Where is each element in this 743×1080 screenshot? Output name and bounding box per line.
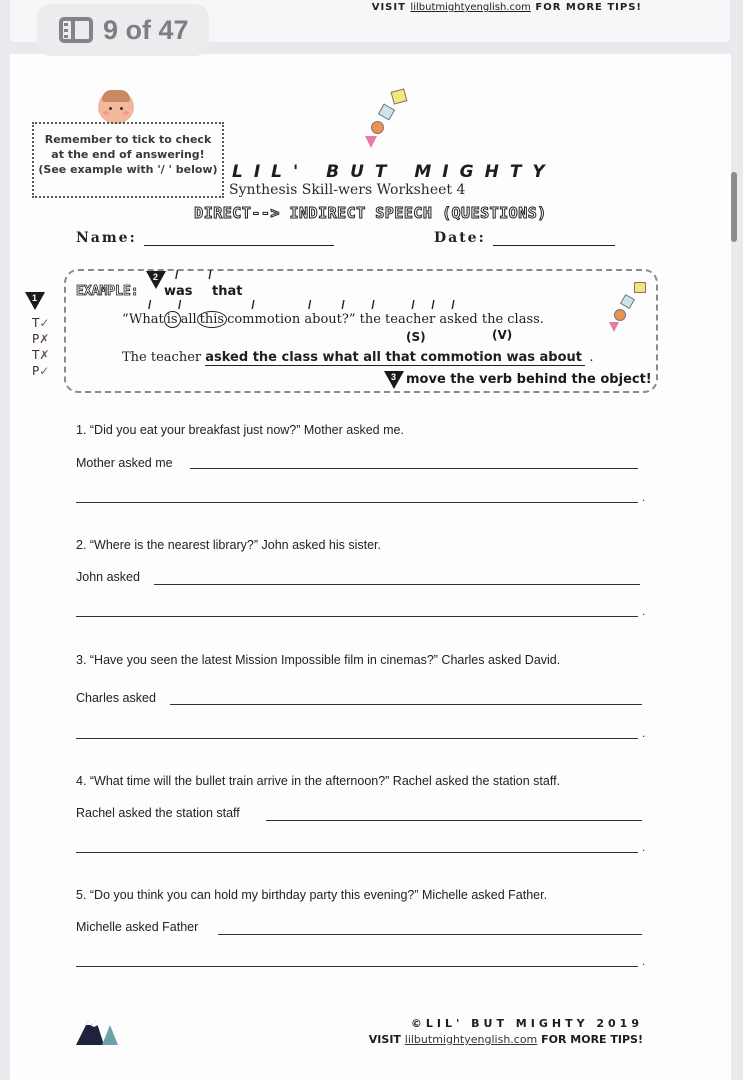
answer-line[interactable] [190, 468, 638, 469]
page-indicator[interactable] [37, 4, 209, 56]
worksheet-subtitle: Synthesis Skill-wers Worksheet 4 [229, 182, 466, 198]
tick-marks: / / / / / / / / / [148, 298, 455, 312]
name-field[interactable]: Name: [76, 230, 334, 246]
document-page: Remember to tick to check at the end of answering! (See example with '/ ' below) LIL' BUT MIGHTY Synthesis Skill-wers Worksheet 4 DIRECT--> INDIRECT SPEECH (QUESTIONS) Name: Date: 1 T✓ P✗ T✗ P✓ EXAMPLE: 2 was that / / / / / / / / / / / “What is all this commotion about?” the teacher asked the class. (S) (V) The teacher asked the class what all that commotion was about . 3 move the verb behind the object! 1. “Did you eat your breakfast just now?” Mother asked me. Mother asked me . 2. “Where is the nearest library?” John asked his sister. John asked . 3. “Have you seen the latest Mission Impossible film in cinemas?” Charles asked David. Charles asked . 4. “What time will the bullet train arrive in the afternoon?” Rachel asked the station staff. Rachel asked the station staff . 5. “Do you think you can hold my birthday party this evening?” Michelle asked Father. Michelle asked Father . ©LIL' BUT MIGHTY 2019 VISIT lilbutmightyenglish.com FOR MORE TIPS! [10, 54, 731, 1080]
child-face-icon [98, 90, 134, 124]
question-4: 4. “What time will the bullet train arrive in the afternoon?” Rachel asked the station staff. [76, 774, 561, 788]
question-2: 2. “Where is the nearest library?” John asked his sister. [76, 538, 381, 552]
example-answer: The teacher asked the class what all that commotion was about . [122, 350, 594, 365]
answer-line[interactable] [76, 852, 638, 853]
question-2-prefix: John asked [76, 570, 140, 584]
question-3: 3. “Have you seen the latest Mission Impossible film in cinemas?” Charles asked David. [76, 653, 561, 667]
answer-line[interactable] [76, 616, 638, 617]
verb-marker: (V) [492, 328, 513, 342]
example-direct-speech: “What is all this commotion about?” the teacher asked the class. [122, 312, 544, 327]
tick-marks: / / [175, 268, 212, 282]
checklist-item: T✗ [32, 348, 50, 362]
name-line[interactable] [144, 232, 334, 246]
step-3-marker-icon: 3 [384, 371, 404, 389]
step-1-marker-icon: 1 [25, 292, 45, 310]
question-5: 5. “Do you think you can hold my birthday party this evening?” Michelle asked Father. [76, 888, 548, 902]
scrollbar[interactable] [731, 172, 737, 242]
step-2-marker-icon: 2 [146, 271, 166, 289]
previous-page-link[interactable]: lilbutmightyenglish.com [410, 2, 531, 13]
answer-line[interactable] [76, 966, 638, 967]
question-5-prefix: Michelle asked Father [76, 920, 199, 934]
answer-line[interactable] [76, 738, 638, 739]
checklist-item: P✓ [32, 364, 50, 378]
page-footer: ©LIL' BUT MIGHTY 2019 VISIT lilbutmightyenglish.com FOR MORE TIPS! [368, 1017, 643, 1046]
answer-line[interactable] [170, 704, 642, 705]
date-line[interactable] [493, 232, 615, 246]
date-field[interactable]: Date: [434, 230, 615, 246]
worksheet-title: DIRECT--> INDIRECT SPEECH (QUESTIONS) [194, 204, 547, 222]
replacement-that: that [212, 284, 243, 299]
brand-logo-text: LIL' BUT MIGHTY [232, 162, 556, 182]
previous-page-footer: VISIT lilbutmightyenglish.com FOR MORE TIPS! [371, 2, 642, 13]
page-indicator-label: 9 of 47 [103, 14, 189, 45]
example-label: EXAMPLE: [76, 284, 139, 299]
website-link[interactable]: lilbutmightyenglish.com [404, 1033, 538, 1046]
example-tip: move the verb behind the object! [406, 372, 652, 387]
answer-line[interactable] [154, 584, 640, 585]
answer-line[interactable] [266, 820, 642, 821]
replacement-was: was [164, 284, 193, 299]
checklist-item: P✗ [32, 332, 50, 346]
mountain-logo-icon [76, 1017, 120, 1050]
reminder-note: Remember to tick to check at the end of answering! (See example with '/ ' below) [32, 122, 224, 198]
question-1: 1. “Did you eat your breakfast just now?” Mother asked me. [76, 423, 404, 437]
sidebar-icon [59, 17, 93, 43]
subject-marker: (S) [406, 330, 426, 344]
question-3-prefix: Charles asked [76, 691, 156, 705]
checklist-item: T✓ [32, 316, 50, 330]
answer-line[interactable] [76, 502, 638, 503]
check-list [32, 315, 49, 379]
question-4-prefix: Rachel asked the station staff [76, 806, 240, 820]
answer-line[interactable] [218, 934, 642, 935]
question-1-prefix: Mother asked me [76, 456, 173, 470]
